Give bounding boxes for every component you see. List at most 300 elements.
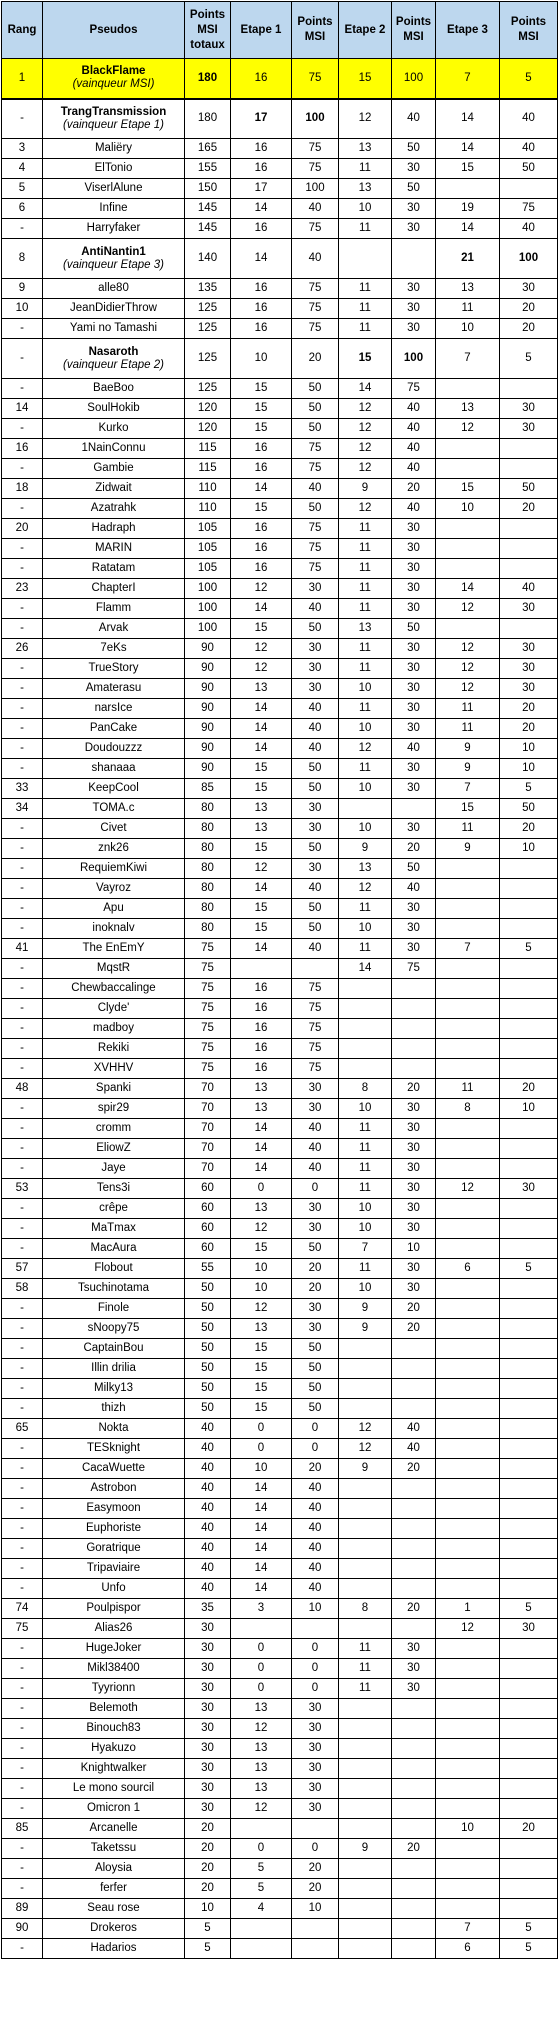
pseudo-name: ViserlAlune	[84, 182, 143, 194]
rank-cell: -	[2, 339, 43, 379]
table-row	[2, 579, 558, 599]
rank-cell: -	[2, 1039, 43, 1059]
etape-2-cell: 11	[339, 1259, 392, 1279]
etape-1-cell: 14	[231, 1559, 292, 1579]
points-etape-2-cell: 30	[392, 919, 436, 939]
etape-3-cell: 11	[436, 1079, 500, 1099]
rank-cell: -	[2, 1499, 43, 1519]
total-points-cell: 140	[185, 239, 231, 279]
points-etape-2-cell	[392, 1719, 436, 1739]
etape-2-cell	[339, 1819, 392, 1839]
table-row	[2, 1019, 558, 1039]
points-etape-1-cell: 75	[292, 1019, 339, 1039]
header-points-etape-2: Points MSI	[392, 2, 436, 59]
etape-3-cell: 12	[436, 679, 500, 699]
etape-3-cell	[436, 959, 500, 979]
points-etape-1-cell: 75	[292, 519, 339, 539]
rank-cell: -	[2, 1099, 43, 1119]
etape-3-cell	[436, 1239, 500, 1259]
etape-2-cell	[339, 1379, 392, 1399]
etape-1-cell: 15	[231, 1379, 292, 1399]
etape-3-cell: 14	[436, 99, 500, 139]
points-etape-2-cell: 30	[392, 599, 436, 619]
winner-note: (vainqueur Etape 3)	[62, 258, 164, 271]
etape-2-cell: 11	[339, 539, 392, 559]
table-row	[2, 419, 558, 439]
table-row	[2, 1219, 558, 1239]
table-row	[2, 1939, 558, 1959]
table-row	[2, 919, 558, 939]
table-row	[2, 1379, 558, 1399]
etape-1-cell: 0	[231, 1679, 292, 1699]
rank-cell: -	[2, 819, 43, 839]
total-points-cell: 105	[185, 559, 231, 579]
points-etape-1-cell: 30	[292, 579, 339, 599]
etape-3-cell: 8	[436, 1099, 500, 1119]
rank-cell: -	[2, 1859, 43, 1879]
etape-2-cell: 11	[339, 519, 392, 539]
points-etape-3-cell	[500, 519, 558, 539]
pseudo-name: crêpe	[99, 1202, 128, 1214]
points-etape-2-cell: 30	[392, 779, 436, 799]
points-etape-1-cell: 30	[292, 1779, 339, 1799]
rank-cell: -	[2, 599, 43, 619]
points-etape-3-cell	[500, 1459, 558, 1479]
points-etape-1-cell: 0	[292, 1839, 339, 1859]
etape-3-cell	[436, 379, 500, 399]
points-etape-3-cell	[500, 179, 558, 199]
points-etape-2-cell: 20	[392, 1319, 436, 1339]
points-etape-2-cell: 30	[392, 1259, 436, 1279]
table-row	[2, 859, 558, 879]
pseudo-name: BaeBoo	[93, 382, 134, 394]
points-etape-3-cell	[500, 1439, 558, 1459]
total-points-cell: 90	[185, 639, 231, 659]
points-etape-2-cell: 100	[392, 339, 436, 379]
table-row	[2, 1619, 558, 1639]
total-points-cell: 40	[185, 1579, 231, 1599]
pseudo-name: AntiNantin1	[81, 245, 146, 258]
points-etape-1-cell: 10	[292, 1599, 339, 1619]
total-points-cell: 105	[185, 539, 231, 559]
etape-1-cell: 10	[231, 1259, 292, 1279]
points-etape-2-cell: 30	[392, 639, 436, 659]
pseudo-name: Tripaviaire	[86, 1562, 141, 1574]
points-etape-2-cell: 40	[392, 499, 436, 519]
pseudo-name: Zidwait	[95, 482, 132, 494]
etape-2-cell: 10	[339, 1219, 392, 1239]
points-etape-3-cell: 40	[500, 99, 558, 139]
etape-3-cell: 11	[436, 819, 500, 839]
total-points-cell: 50	[185, 1299, 231, 1319]
etape-3-cell: 1	[436, 1599, 500, 1619]
pseudo-cell	[43, 1179, 185, 1199]
etape-2-cell: 11	[339, 579, 392, 599]
pseudo-cell	[43, 59, 185, 99]
etape-1-cell: 16	[231, 159, 292, 179]
etape-2-cell: 9	[339, 1459, 392, 1479]
pseudo-name: Rekiki	[97, 1042, 130, 1054]
points-etape-3-cell	[500, 379, 558, 399]
points-etape-3-cell: 100	[500, 239, 558, 279]
pseudo-name: Tyyrionn	[91, 1682, 136, 1694]
pseudo-cell	[43, 379, 185, 399]
table-row	[2, 219, 558, 239]
etape-1-cell: 15	[231, 839, 292, 859]
etape-3-cell	[436, 619, 500, 639]
points-etape-1-cell: 0	[292, 1439, 339, 1459]
points-etape-3-cell	[500, 619, 558, 639]
header-total-points: Points MSI totaux	[185, 2, 231, 59]
rank-cell: -	[2, 619, 43, 639]
points-etape-1-cell: 30	[292, 1319, 339, 1339]
etape-2-cell	[339, 1399, 392, 1419]
points-etape-1-cell: 75	[292, 559, 339, 579]
header-etape-2: Etape 2	[339, 2, 392, 59]
pseudo-name: MaTmax	[91, 1222, 136, 1234]
etape-1-cell: 14	[231, 199, 292, 219]
pseudo-name: Flamm	[95, 602, 132, 614]
pseudo-name: Hadraph	[91, 522, 136, 534]
etape-2-cell	[339, 1499, 392, 1519]
total-points-cell: 110	[185, 479, 231, 499]
table-row	[2, 719, 558, 739]
pseudo-name: Nokta	[98, 1422, 129, 1434]
pseudo-cell	[43, 879, 185, 899]
etape-2-cell	[339, 1579, 392, 1599]
table-row	[2, 1919, 558, 1939]
total-points-cell: 75	[185, 959, 231, 979]
table-row	[2, 879, 558, 899]
rank-cell: -	[2, 859, 43, 879]
rank-cell: -	[2, 1379, 43, 1399]
points-etape-1-cell: 75	[292, 299, 339, 319]
points-etape-1-cell: 50	[292, 399, 339, 419]
etape-3-cell: 11	[436, 699, 500, 719]
etape-3-cell	[436, 859, 500, 879]
points-etape-2-cell	[392, 1739, 436, 1759]
points-etape-3-cell: 10	[500, 739, 558, 759]
rank-cell: 20	[2, 519, 43, 539]
pseudo-name: Seau rose	[87, 1902, 140, 1914]
total-points-cell: 75	[185, 1059, 231, 1079]
total-points-cell: 30	[185, 1779, 231, 1799]
total-points-cell: 75	[185, 1039, 231, 1059]
points-etape-1-cell: 100	[292, 179, 339, 199]
total-points-cell: 80	[185, 839, 231, 859]
total-points-cell: 125	[185, 299, 231, 319]
etape-2-cell: 9	[339, 1839, 392, 1859]
pseudo-name: 7eKs	[100, 642, 127, 654]
total-points-cell: 155	[185, 159, 231, 179]
etape-2-cell: 11	[339, 299, 392, 319]
total-points-cell: 90	[185, 739, 231, 759]
etape-1-cell: 12	[231, 859, 292, 879]
total-points-cell: 5	[185, 1919, 231, 1939]
total-points-cell: 180	[185, 59, 231, 99]
points-etape-2-cell	[392, 799, 436, 819]
pseudo-cell	[43, 1379, 185, 1399]
points-etape-3-cell	[500, 859, 558, 879]
points-etape-3-cell: 20	[500, 499, 558, 519]
etape-1-cell: 12	[231, 579, 292, 599]
points-etape-3-cell	[500, 439, 558, 459]
etape-2-cell	[339, 1739, 392, 1759]
etape-3-cell	[436, 919, 500, 939]
points-etape-3-cell: 20	[500, 299, 558, 319]
points-etape-3-cell	[500, 979, 558, 999]
etape-2-cell	[339, 1339, 392, 1359]
points-etape-2-cell: 30	[392, 899, 436, 919]
etape-1-cell: 13	[231, 1079, 292, 1099]
etape-1-cell: 16	[231, 999, 292, 1019]
table-row	[2, 1119, 558, 1139]
points-etape-3-cell	[500, 1379, 558, 1399]
etape-3-cell	[436, 1739, 500, 1759]
table-row	[2, 1319, 558, 1339]
pseudo-name: Easymoon	[86, 1502, 141, 1514]
points-etape-3-cell: 5	[500, 1939, 558, 1959]
pseudo-cell	[43, 1799, 185, 1819]
etape-1-cell: 13	[231, 1319, 292, 1339]
etape-2-cell: 14	[339, 959, 392, 979]
pseudo-cell	[43, 1059, 185, 1079]
total-points-cell: 80	[185, 819, 231, 839]
etape-3-cell: 7	[436, 939, 500, 959]
pseudo-cell	[43, 839, 185, 859]
rank-cell: -	[2, 499, 43, 519]
points-etape-2-cell: 40	[392, 99, 436, 139]
etape-1-cell: 13	[231, 1699, 292, 1719]
pseudo-cell	[43, 1639, 185, 1659]
table-row	[2, 1699, 558, 1719]
table-row	[2, 1499, 558, 1519]
etape-3-cell	[436, 1379, 500, 1399]
rank-cell: -	[2, 1799, 43, 1819]
points-etape-3-cell: 20	[500, 819, 558, 839]
pseudo-cell	[43, 1719, 185, 1739]
etape-1-cell: 10	[231, 1279, 292, 1299]
table-row	[2, 1559, 558, 1579]
total-points-cell: 30	[185, 1679, 231, 1699]
total-points-cell: 70	[185, 1119, 231, 1139]
points-etape-1-cell: 30	[292, 1799, 339, 1819]
points-etape-2-cell	[392, 1059, 436, 1079]
header-points-etape-3: Points MSI	[500, 2, 558, 59]
total-points-cell: 60	[185, 1219, 231, 1239]
pseudo-cell	[43, 1199, 185, 1219]
points-etape-2-cell	[392, 239, 436, 279]
etape-2-cell	[339, 1879, 392, 1899]
pseudo-cell	[43, 319, 185, 339]
pseudo-name: Binouch83	[86, 1722, 141, 1734]
total-points-cell: 120	[185, 399, 231, 419]
etape-3-cell: 7	[436, 339, 500, 379]
etape-2-cell	[339, 1859, 392, 1879]
etape-2-cell: 13	[339, 859, 392, 879]
table-row	[2, 1579, 558, 1599]
etape-3-cell	[436, 1539, 500, 1559]
points-etape-1-cell: 30	[292, 659, 339, 679]
points-etape-2-cell: 20	[392, 1299, 436, 1319]
points-etape-2-cell: 30	[392, 1099, 436, 1119]
pseudo-name: alle80	[98, 282, 129, 294]
pseudo-cell	[43, 1219, 185, 1239]
points-etape-3-cell: 5	[500, 1259, 558, 1279]
etape-2-cell: 12	[339, 1439, 392, 1459]
etape-2-cell: 12	[339, 879, 392, 899]
rank-cell: 74	[2, 1599, 43, 1619]
points-etape-3-cell: 30	[500, 599, 558, 619]
points-etape-2-cell: 20	[392, 1459, 436, 1479]
etape-3-cell	[436, 1139, 500, 1159]
points-etape-1-cell	[292, 1939, 339, 1959]
points-etape-1-cell: 30	[292, 1099, 339, 1119]
pseudo-name: Taketssu	[90, 1842, 137, 1854]
rank-cell: -	[2, 699, 43, 719]
pseudo-cell	[43, 1899, 185, 1919]
points-etape-1-cell: 50	[292, 1379, 339, 1399]
points-etape-3-cell: 10	[500, 839, 558, 859]
rank-cell: 26	[2, 639, 43, 659]
total-points-cell: 40	[185, 1479, 231, 1499]
etape-3-cell	[436, 1339, 500, 1359]
header-pseudos: Pseudos	[43, 2, 185, 59]
points-etape-3-cell	[500, 1039, 558, 1059]
total-points-cell: 115	[185, 439, 231, 459]
etape-1-cell: 0	[231, 1659, 292, 1679]
etape-1-cell: 14	[231, 719, 292, 739]
total-points-cell: 50	[185, 1379, 231, 1399]
points-etape-2-cell: 40	[392, 459, 436, 479]
rank-cell: -	[2, 1399, 43, 1419]
total-points-cell: 80	[185, 799, 231, 819]
rank-cell: 58	[2, 1279, 43, 1299]
etape-3-cell: 12	[436, 659, 500, 679]
etape-1-cell: 14	[231, 879, 292, 899]
table-row	[2, 659, 558, 679]
pseudo-name: Illin drilia	[91, 1362, 136, 1374]
etape-2-cell	[339, 1719, 392, 1739]
pseudo-name: znk26	[98, 842, 129, 854]
total-points-cell: 50	[185, 1399, 231, 1419]
header-row	[2, 2, 558, 59]
rank-cell: -	[2, 1239, 43, 1259]
pseudo-name: Finole	[97, 1302, 130, 1314]
points-etape-2-cell	[392, 979, 436, 999]
etape-2-cell	[339, 979, 392, 999]
total-points-cell: 90	[185, 659, 231, 679]
pseudo-cell	[43, 599, 185, 619]
etape-3-cell	[436, 1019, 500, 1039]
points-etape-3-cell	[500, 1519, 558, 1539]
points-etape-2-cell: 30	[392, 319, 436, 339]
pseudo-name: Amaterasu	[85, 682, 142, 694]
points-etape-2-cell: 30	[392, 719, 436, 739]
etape-3-cell	[436, 1679, 500, 1699]
rank-cell: -	[2, 1559, 43, 1579]
points-etape-3-cell	[500, 1759, 558, 1779]
pseudo-cell	[43, 1679, 185, 1699]
winner-note: (vainqueur Etape 1)	[62, 118, 164, 131]
points-etape-1-cell: 75	[292, 59, 339, 99]
table-row	[2, 1179, 558, 1199]
winner-note: (vainqueur Etape 2)	[62, 358, 164, 371]
table-row	[2, 1899, 558, 1919]
pseudo-name: Drokeros	[90, 1922, 137, 1934]
pseudo-name: Infine	[99, 202, 128, 214]
pseudo-name: Clyde'	[97, 1002, 130, 1014]
pseudo-cell	[43, 1939, 185, 1959]
total-points-cell: 60	[185, 1239, 231, 1259]
etape-3-cell: 9	[436, 739, 500, 759]
pseudo-cell	[43, 1319, 185, 1339]
points-etape-1-cell: 75	[292, 1059, 339, 1079]
points-etape-1-cell: 40	[292, 879, 339, 899]
points-etape-3-cell: 40	[500, 219, 558, 239]
etape-1-cell: 14	[231, 739, 292, 759]
points-etape-1-cell: 20	[292, 339, 339, 379]
table-row	[2, 539, 558, 559]
pseudo-cell	[43, 179, 185, 199]
etape-1-cell: 4	[231, 1899, 292, 1919]
points-etape-2-cell: 30	[392, 1639, 436, 1659]
total-points-cell: 75	[185, 999, 231, 1019]
etape-3-cell	[436, 459, 500, 479]
etape-2-cell: 10	[339, 1199, 392, 1219]
points-etape-2-cell: 30	[392, 1679, 436, 1699]
points-etape-3-cell: 30	[500, 659, 558, 679]
rank-cell: -	[2, 1019, 43, 1039]
etape-3-cell: 13	[436, 399, 500, 419]
pseudo-name: Kurko	[98, 422, 129, 434]
etape-3-cell: 12	[436, 419, 500, 439]
table-row	[2, 1479, 558, 1499]
pseudo-cell	[43, 859, 185, 879]
header-points-etape-1: Points MSI	[292, 2, 339, 59]
etape-2-cell: 7	[339, 1239, 392, 1259]
pseudo-name: CaptainBou	[83, 1342, 144, 1354]
points-etape-1-cell: 75	[292, 439, 339, 459]
table-row	[2, 1739, 558, 1759]
pseudo-name: cromm	[95, 1122, 132, 1134]
table-row	[2, 1079, 558, 1099]
total-points-cell: 50	[185, 1339, 231, 1359]
pseudo-cell	[43, 1919, 185, 1939]
total-points-cell: 90	[185, 679, 231, 699]
points-etape-2-cell	[392, 1819, 436, 1839]
etape-1-cell: 16	[231, 219, 292, 239]
table-row	[2, 1459, 558, 1479]
total-points-cell: 30	[185, 1759, 231, 1779]
points-etape-2-cell: 30	[392, 579, 436, 599]
etape-2-cell	[339, 239, 392, 279]
etape-2-cell	[339, 1939, 392, 1959]
etape-3-cell: 6	[436, 1259, 500, 1279]
pseudo-cell	[43, 1779, 185, 1799]
pseudo-cell	[43, 219, 185, 239]
points-etape-2-cell: 30	[392, 519, 436, 539]
points-etape-2-cell: 20	[392, 1839, 436, 1859]
rank-cell: -	[2, 1159, 43, 1179]
points-etape-3-cell	[500, 1299, 558, 1319]
etape-2-cell: 8	[339, 1079, 392, 1099]
table-row	[2, 1639, 558, 1659]
etape-3-cell	[436, 1719, 500, 1739]
rank-cell: -	[2, 1699, 43, 1719]
total-points-cell: 70	[185, 1099, 231, 1119]
rank-cell: -	[2, 379, 43, 399]
